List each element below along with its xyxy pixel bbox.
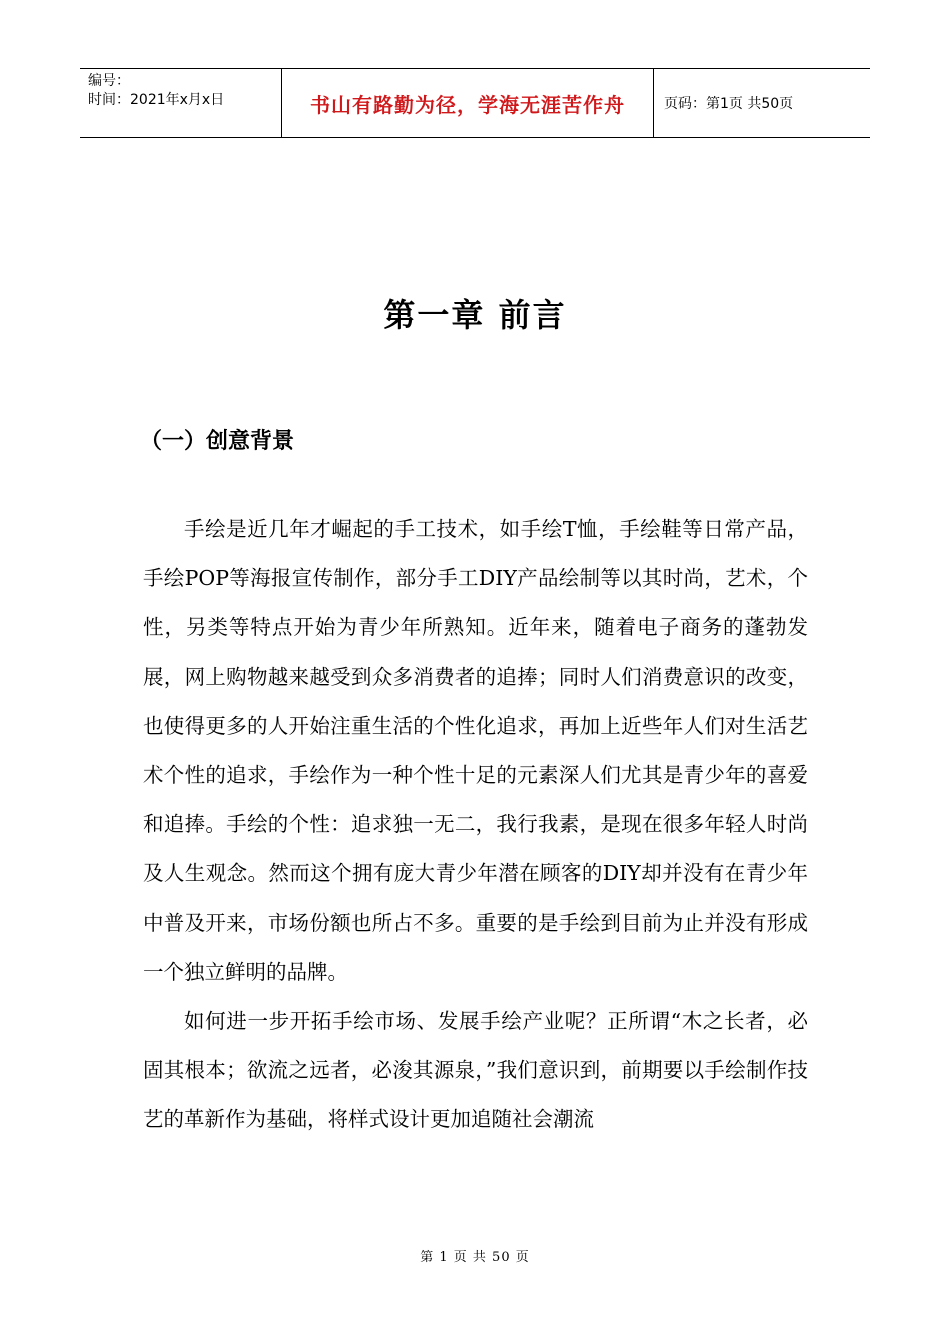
number-label: 编号： [88,73,130,89]
paragraph: 手绘是近几年才崛起的手工技术，如手绘T恤，手绘鞋等日常产品，手绘POP等海报宣传制作，部分手工DIY产品绘制等以其时尚，艺术，个性，另类等特点开始为青少年所熟知。近年来，随着电子商务的蓬勃发展，网上购物越来越受到众多消费者的追捧；同时人们消费意识的改变，也使得更多的人开始注重生活的个性化追求，再加上近些年人们对生活艺术个性的追求，手绘作为一种个性十足的元素深人们尤其是青少年的喜爱和追捧。手绘的个性：追求独一无二，我行我素，是现在很多年轻人时尚及人生观念。然而这个拥有庞大青少年潜在顾客的DIY却并没有在青少年中普及开来，市场份额也所占不多。重要的是手绘到目前为止并没有形成一个独立鲜明的品牌。 [143,517,808,984]
page-header [80,68,870,138]
header-page-info: 页码：第1页 共50页 [664,96,794,112]
paragraph: 如何进一步开拓手绘市场、发展手绘产业呢？正所谓“木之长者，必固其根本；欲流之远者，必浚其源泉，”我们意识到，前期要以手绘制作技艺的革新作为基础，将样式设计更加追随社会潮流 [143,1009,808,1132]
page-footer: 第 1 页 共 50 页 [420,1250,530,1265]
chapter-title: 第一章 前言 [383,296,567,334]
header-motto: 书山有路勤为径，学海无涯苦作舟 [282,69,654,137]
section-title: （一）创意背景 [140,429,295,454]
header-meta [80,69,282,137]
body-text [143,505,808,1145]
time-label: 时间：2021年x月x日 [88,92,225,108]
